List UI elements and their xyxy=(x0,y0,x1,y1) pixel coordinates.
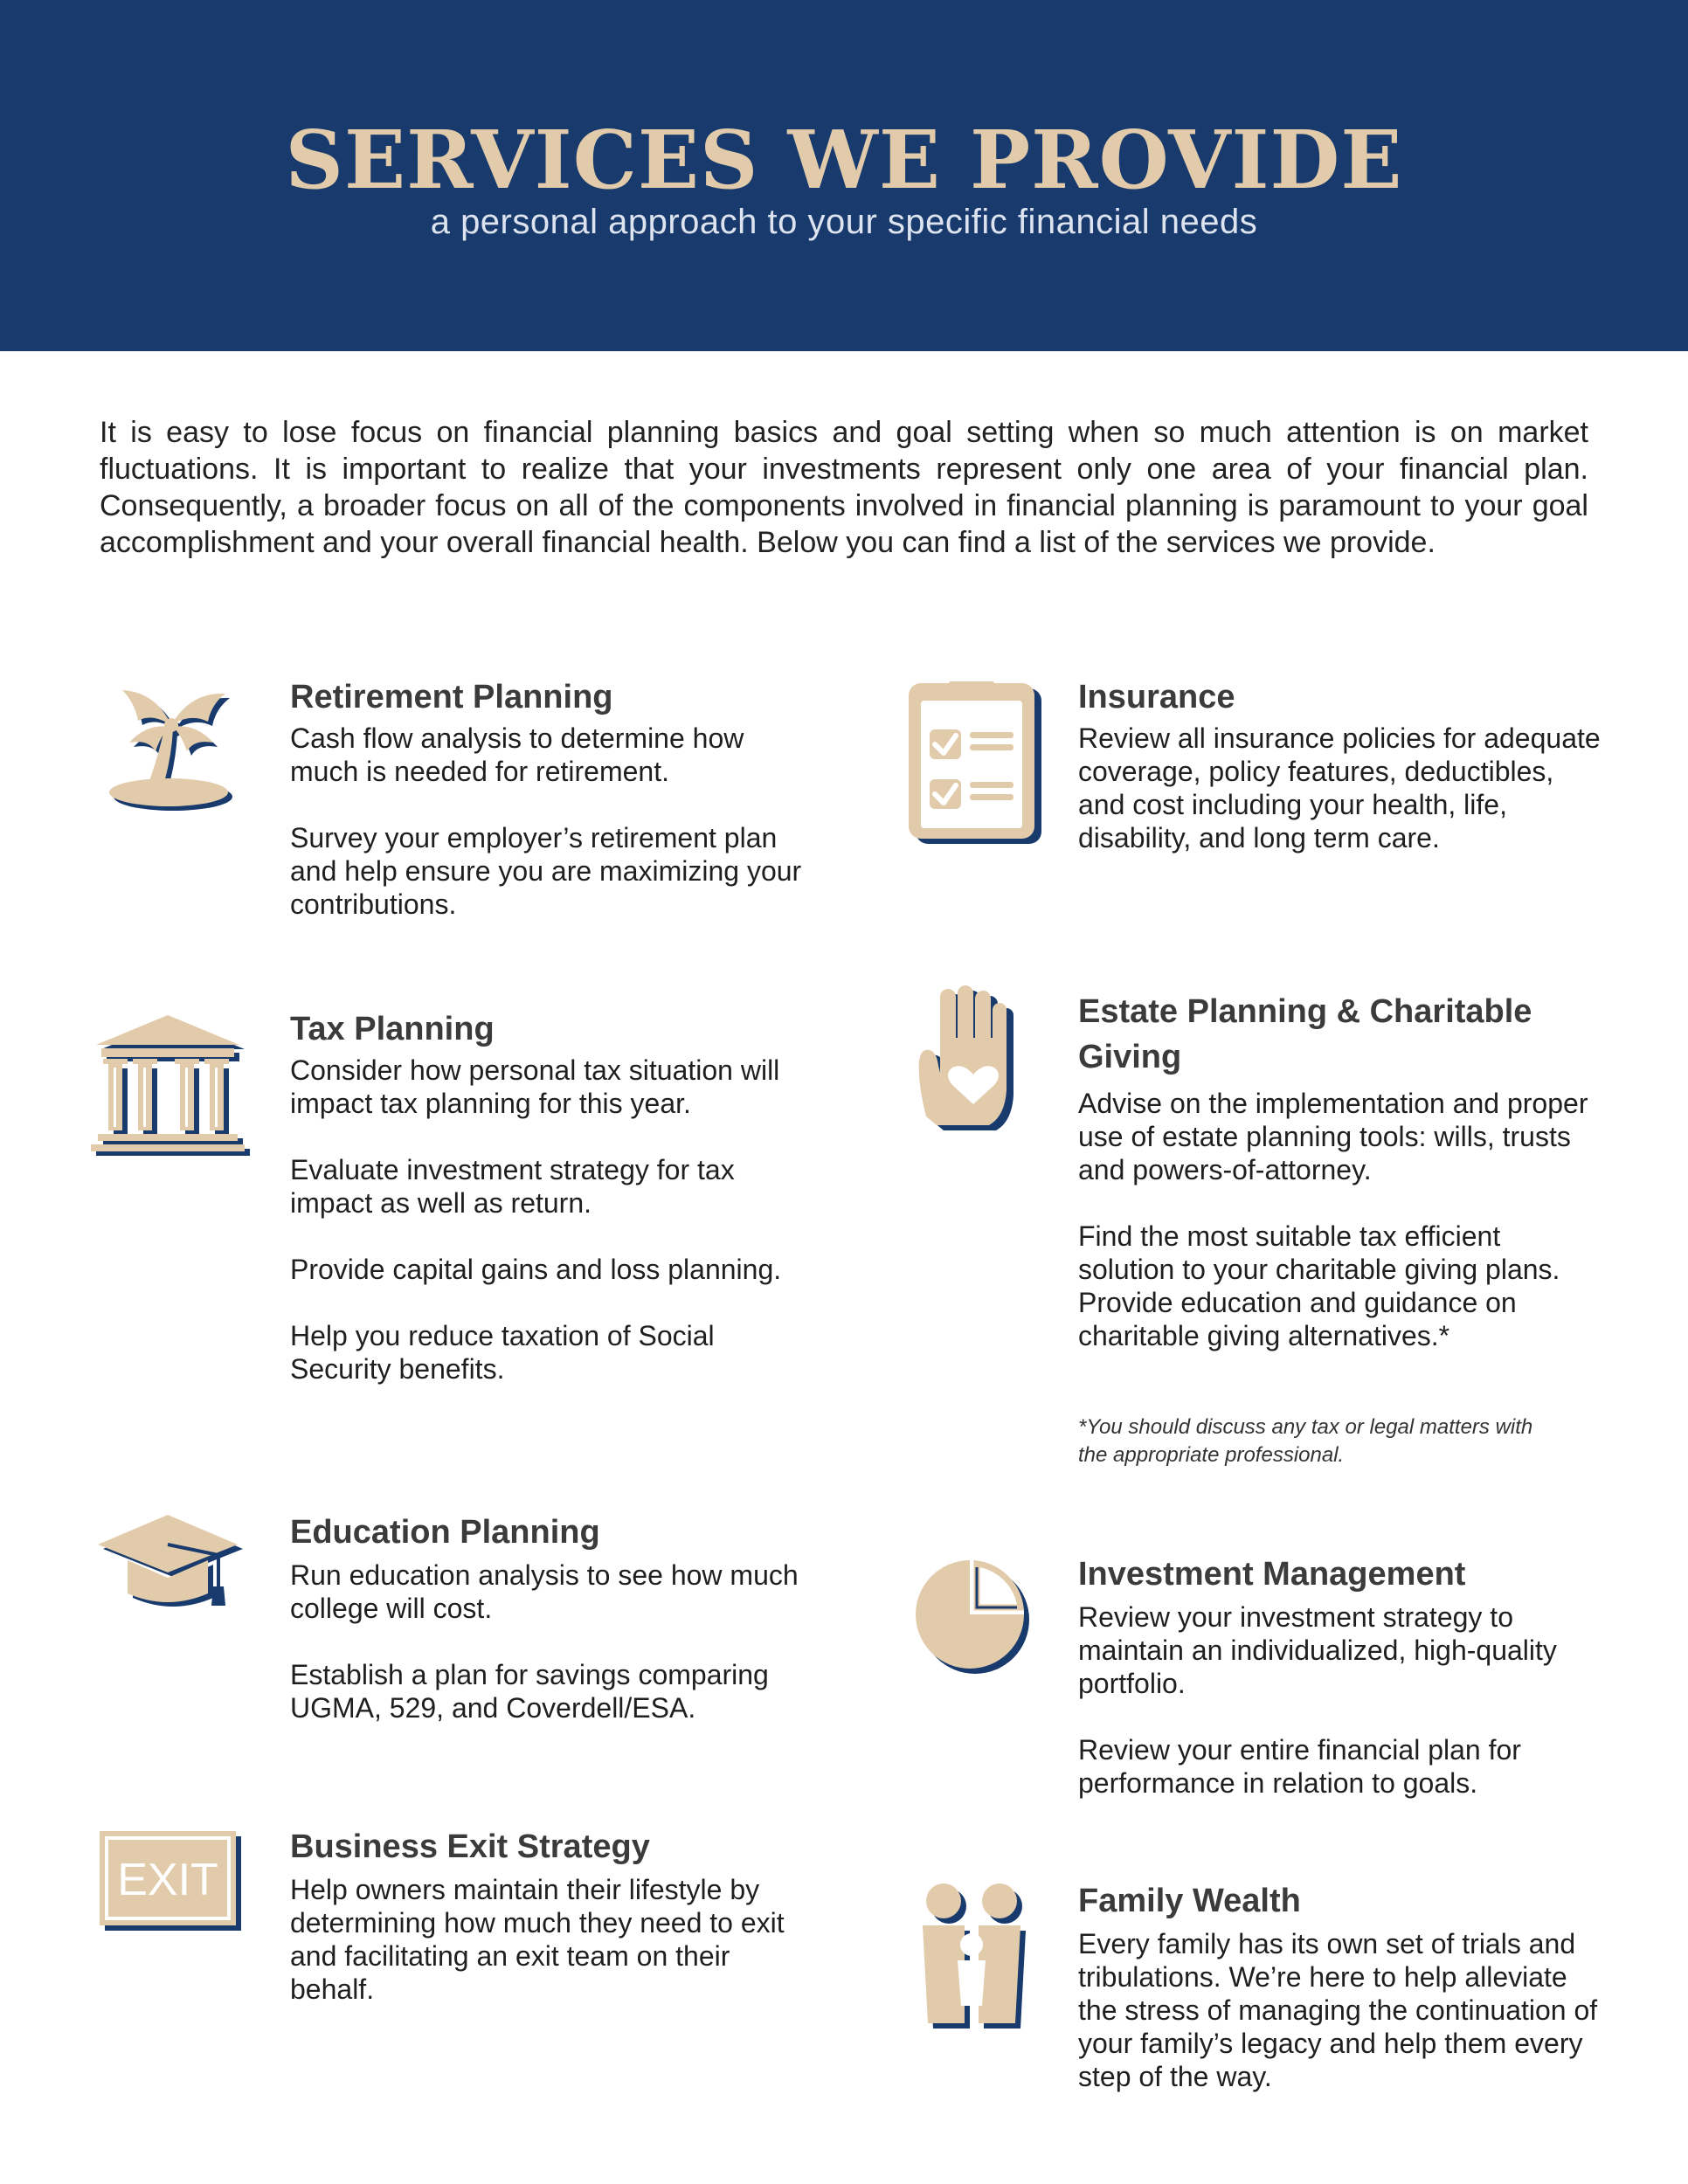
service-description xyxy=(290,1873,814,2006)
family-icon xyxy=(912,1883,1040,2032)
exit-sign-text: EXIT xyxy=(117,1855,218,1905)
service-paragraph: Help you reduce taxation of Social Security benefits. xyxy=(290,1320,715,1385)
service-paragraph: Review all insurance policies for adequate coverage, policy features, deductibles, and cost including your health, life, disability, and long term care. xyxy=(1078,722,1601,854)
service-description xyxy=(1078,1087,1602,1352)
service-paragraph: Provide capital gains and loss planning. xyxy=(290,1254,782,1285)
service-paragraph: Review your investment strategy to maintain an individualized, high-quality portfolio. xyxy=(1078,1601,1557,1699)
page-subtitle: a personal approach to your specific financial needs xyxy=(430,203,1258,241)
service-paragraph: Consider how personal tax situation will impact tax planning for this year. xyxy=(290,1054,780,1119)
graduation-cap-icon xyxy=(98,1515,246,1620)
service-paragraph: Advise on the implementation and proper use of estate planning tools: wills, trusts and powers-of-attorney. xyxy=(1078,1088,1588,1185)
service-paragraph: Establish a plan for savings comparing UGMA, 529, and Coverdell/ESA. xyxy=(290,1659,769,1724)
service-description xyxy=(290,722,814,921)
service-paragraph: Cash flow analysis to determine how much is needed for retirement. xyxy=(290,722,744,787)
service-description xyxy=(290,1559,814,1724)
service-paragraph: Every family has its own set of trials and tribulations. We’re here to help alleviate the stress of managing the continuation of your family’s legacy and help them every step of the way. xyxy=(1078,1928,1598,2092)
service-title: Family Wealth xyxy=(1078,1883,1301,1919)
bank-building-icon xyxy=(91,1013,252,1157)
service-title: Insurance xyxy=(1078,679,1235,715)
intro-paragraph: It is easy to lose focus on financial planning basics and goal setting when so much attention is on market fluctuations. It is important to realize that your investments represent only one area of your financial plan. Consequently, a broader focus on all of the components involved in financial planning is paramount to your goal accomplishment and your overall financial health. Below you can find a list of the services we provide. xyxy=(100,416,1588,559)
exit-sign-icon xyxy=(98,1829,243,1932)
hand-heart-icon xyxy=(914,985,1027,1134)
pie-chart-icon xyxy=(914,1559,1036,1681)
palm-tree-icon xyxy=(103,681,243,812)
service-title: Tax Planning xyxy=(290,1011,495,1047)
service-description xyxy=(1078,1600,1602,1800)
service-description xyxy=(290,1054,814,1386)
service-paragraph: Help owners maintain their lifestyle by determining how much they need to exit and facilitating an exit team on their behalf. xyxy=(290,1874,785,2005)
header-banner xyxy=(0,0,1688,351)
service-title: Business Exit Strategy xyxy=(290,1828,650,1865)
service-title: Retirement Planning xyxy=(290,679,613,715)
disclaimer-note: *You should discuss any tax or legal matters with the appropriate professional. xyxy=(1078,1415,1533,1467)
service-title: Estate Planning & Charitable Giving xyxy=(1078,993,1532,1075)
service-paragraph: Find the most suitable tax efficient solution to your charitable giving plans. Provide education and guidance on charitable giving alternatives.* xyxy=(1078,1220,1560,1351)
service-paragraph: Evaluate investment strategy for tax impact as well as return. xyxy=(290,1154,735,1219)
service-description xyxy=(1078,722,1602,854)
service-title: Investment Management xyxy=(1078,1556,1466,1593)
checklist-clipboard-icon xyxy=(905,681,1045,847)
page-title: SERVICES WE PROVIDE xyxy=(285,113,1403,207)
service-description xyxy=(1078,1927,1602,2093)
service-paragraph: Survey your employer’s retirement plan and help ensure you are maximizing your contributions. xyxy=(290,822,802,920)
service-paragraph: Run education analysis to see how much college will cost. xyxy=(290,1559,799,1624)
service-paragraph: Review your entire financial plan for performance in relation to goals. xyxy=(1078,1734,1521,1799)
service-title: Education Planning xyxy=(290,1514,600,1551)
